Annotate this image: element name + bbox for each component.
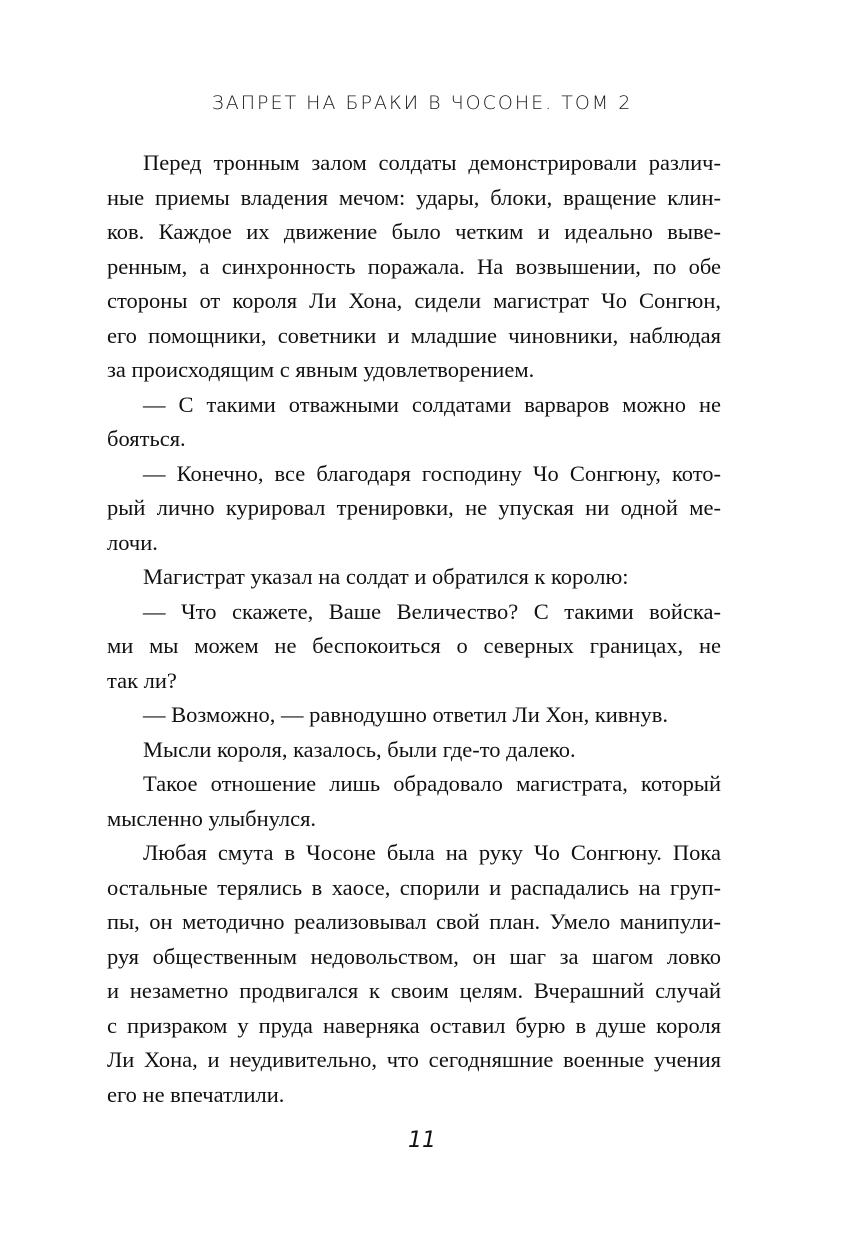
- paragraph: [107, 733, 721, 768]
- paragraph: [107, 595, 721, 699]
- text-line: ми мы можем не беспокоиться о северных границах, не: [107, 633, 721, 658]
- paragraph: [107, 146, 721, 388]
- text-line: Перед тронным залом солдаты демонстрировали различ-: [143, 150, 721, 175]
- paragraph: [107, 560, 721, 595]
- paragraph: [107, 767, 721, 836]
- text-line: Магистрат указал на солдат и обратился к королю:: [143, 564, 629, 589]
- text-line: рый лично курировал тренировки, не упуская ни одной ме-: [107, 495, 721, 520]
- text-line: и незаметно продвигался к своим целям. Вчерашний случай: [107, 978, 721, 1003]
- text-line: ренным, а синхронность поражала. На возвышении, по обе: [107, 253, 721, 279]
- text-line: руя общественным недовольством, он шаг за шагом ловко: [107, 943, 721, 969]
- paragraph: [107, 836, 721, 1112]
- paragraph: [107, 457, 721, 561]
- text-line: — Возможно, — равнодушно ответил Ли Хон, кивнув.: [143, 702, 668, 727]
- page-number: 11: [408, 1128, 436, 1153]
- text-line: лочи.: [107, 529, 158, 555]
- text-line: мысленно улыбнулся.: [107, 805, 317, 831]
- text-line: Любая смута в Чосоне была на руку Чо Сонгюну. Пока: [143, 840, 721, 865]
- text-line: за происходящим с явным удовлетворением.: [107, 357, 535, 382]
- text-line: Ли Хона, и неудивительно, что сегодняшние военные учения: [107, 1047, 721, 1072]
- text-line: — Конечно, все благодаря господину Чо Сонгюну, кото-: [143, 460, 721, 486]
- text-line: стороны от короля Ли Хона, сидели магистрат Чо Сонгюн,: [107, 288, 721, 313]
- text-line: ков. Каждое их движение было четким и идеально выве-: [107, 219, 721, 244]
- text-line: Мысли короля, казалось, были где-то далеко.: [143, 736, 576, 762]
- text-line: остальные терялись в хаосе, спорили и распадались на груп-: [107, 874, 721, 900]
- text-line: пы, он методично реализовывал свой план. Умело манипули-: [107, 909, 721, 934]
- text-line: его не впечатлили.: [107, 1081, 285, 1107]
- paragraph: [107, 388, 721, 457]
- body-text: [107, 146, 721, 1112]
- text-line: — Что скажете, Ваше Величество? С такими войска-: [143, 598, 721, 624]
- running-header: ЗАПРЕТ НА БРАКИ В ЧОСОНЕ. ТОМ 2: [211, 92, 633, 114]
- text-line: его помощники, советники и младшие чиновники, наблюдая: [107, 322, 721, 348]
- text-line: бояться.: [107, 426, 186, 451]
- text-line: так ли?: [107, 667, 177, 693]
- text-line: — С такими отважными солдатами варваров можно не: [143, 391, 721, 417]
- text-line: ные приемы владения мечом: удары, блоки, вращение клин-: [107, 184, 721, 210]
- paragraph: [107, 698, 721, 733]
- text-line: с призраком у пруда наверняка оставил бурю в душе короля: [107, 1012, 721, 1038]
- text-line: Такое отношение лишь обрадовало магистрата, который: [143, 771, 721, 796]
